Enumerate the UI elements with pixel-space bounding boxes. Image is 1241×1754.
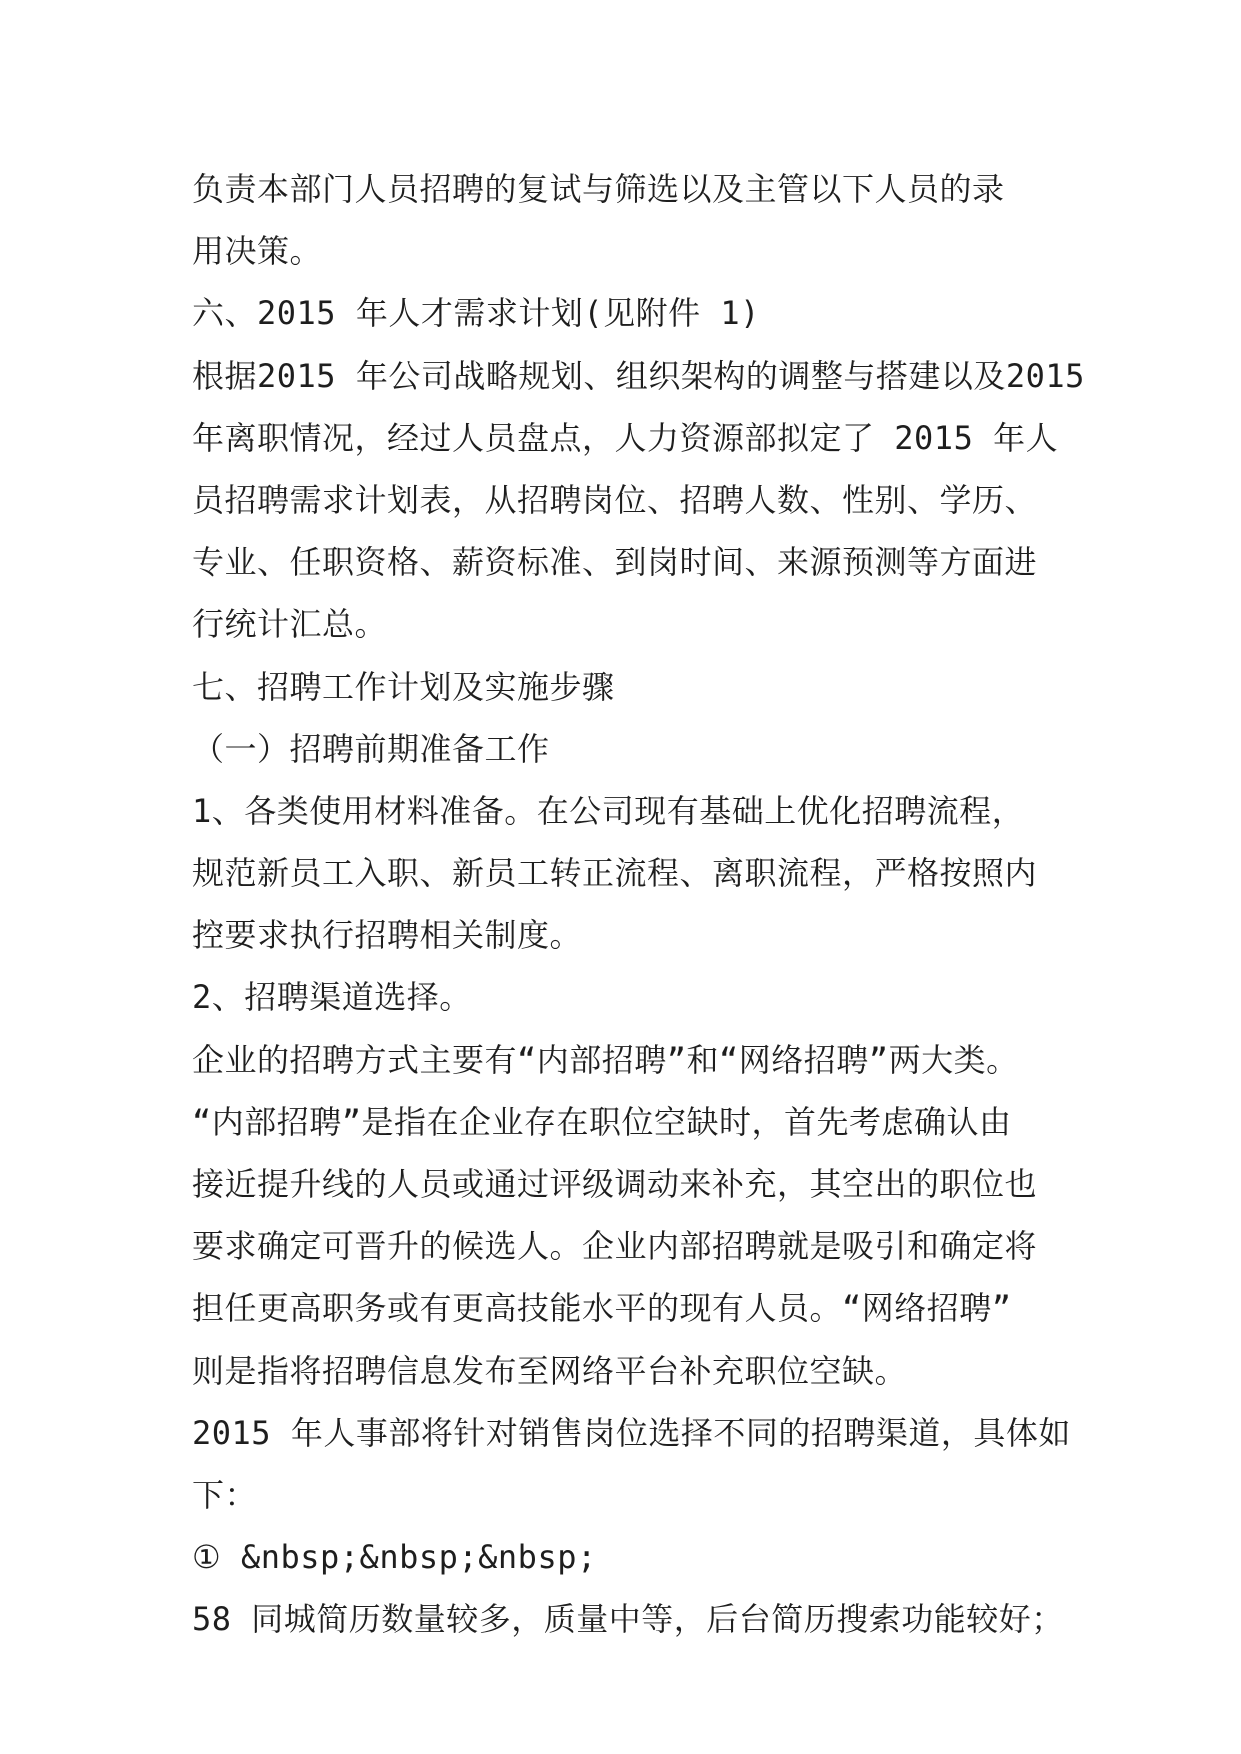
body-line: 员招聘需求计划表，从招聘岗位、招聘人数、性别、学历、 <box>192 480 1038 519</box>
list-marker-line: ① &nbsp;&nbsp;&nbsp; <box>192 1538 597 1577</box>
body-line: 专业、任职资格、薪资标准、到岗时间、来源预测等方面进 <box>192 543 1038 582</box>
body-line: 控要求执行招聘相关制度。 <box>192 916 583 955</box>
body-line: 1、各类使用材料准备。在公司现有基础上优化招聘流程， <box>192 791 1025 830</box>
document-body <box>192 158 1092 1651</box>
body-line: 担任更高职务或有更高技能水平的现有人员。“网络招聘” <box>192 1289 1012 1328</box>
body-line: 规范新员工入职、新员工转正流程、离职流程，严格按照内 <box>192 854 1038 893</box>
body-line: 2015 年人事部将针对销售岗位选择不同的招聘渠道，具体如 <box>192 1413 1071 1452</box>
body-line: 行统计汇总。 <box>192 605 388 644</box>
body-line: 企业的招聘方式主要有“内部招聘”和“网络招聘”两大类。 <box>192 1040 1019 1079</box>
body-line: 接近提升线的人员或通过评级调动来补充，其空出的职位也 <box>192 1165 1038 1203</box>
body-line: 年离职情况，经过人员盘点，人力资源部拟定了 2015 年人 <box>192 418 1059 457</box>
body-line: 负责本部门人员招聘的复试与筛选以及主管以下人员的录 <box>192 170 1005 208</box>
body-line: 用决策。 <box>192 232 323 271</box>
body-line: 2、招聘渠道选择。 <box>192 978 472 1017</box>
body-line: 58 同城简历数量较多，质量中等，后台简历搜索功能较好； <box>192 1600 1064 1639</box>
body-line: “内部招聘”是指在企业存在职位空缺时，首先考虑确认由 <box>192 1102 1012 1141</box>
body-line: 下： <box>192 1475 258 1514</box>
section-heading: 七、招聘工作计划及实施步骤 <box>192 667 615 706</box>
body-line: 根据2015 年公司战略规划、组织架构的调整与搭建以及2015 <box>192 356 1085 395</box>
body-line: 则是指将招聘信息发布至网络平台补充职位空缺。 <box>192 1351 908 1390</box>
body-line: 要求确定可晋升的候选人。企业内部招聘就是吸引和确定将 <box>192 1227 1038 1266</box>
subsection-heading: （一）招聘前期准备工作 <box>192 729 550 768</box>
section-heading: 六、2015 年人才需求计划(见附件 1) <box>192 294 760 333</box>
